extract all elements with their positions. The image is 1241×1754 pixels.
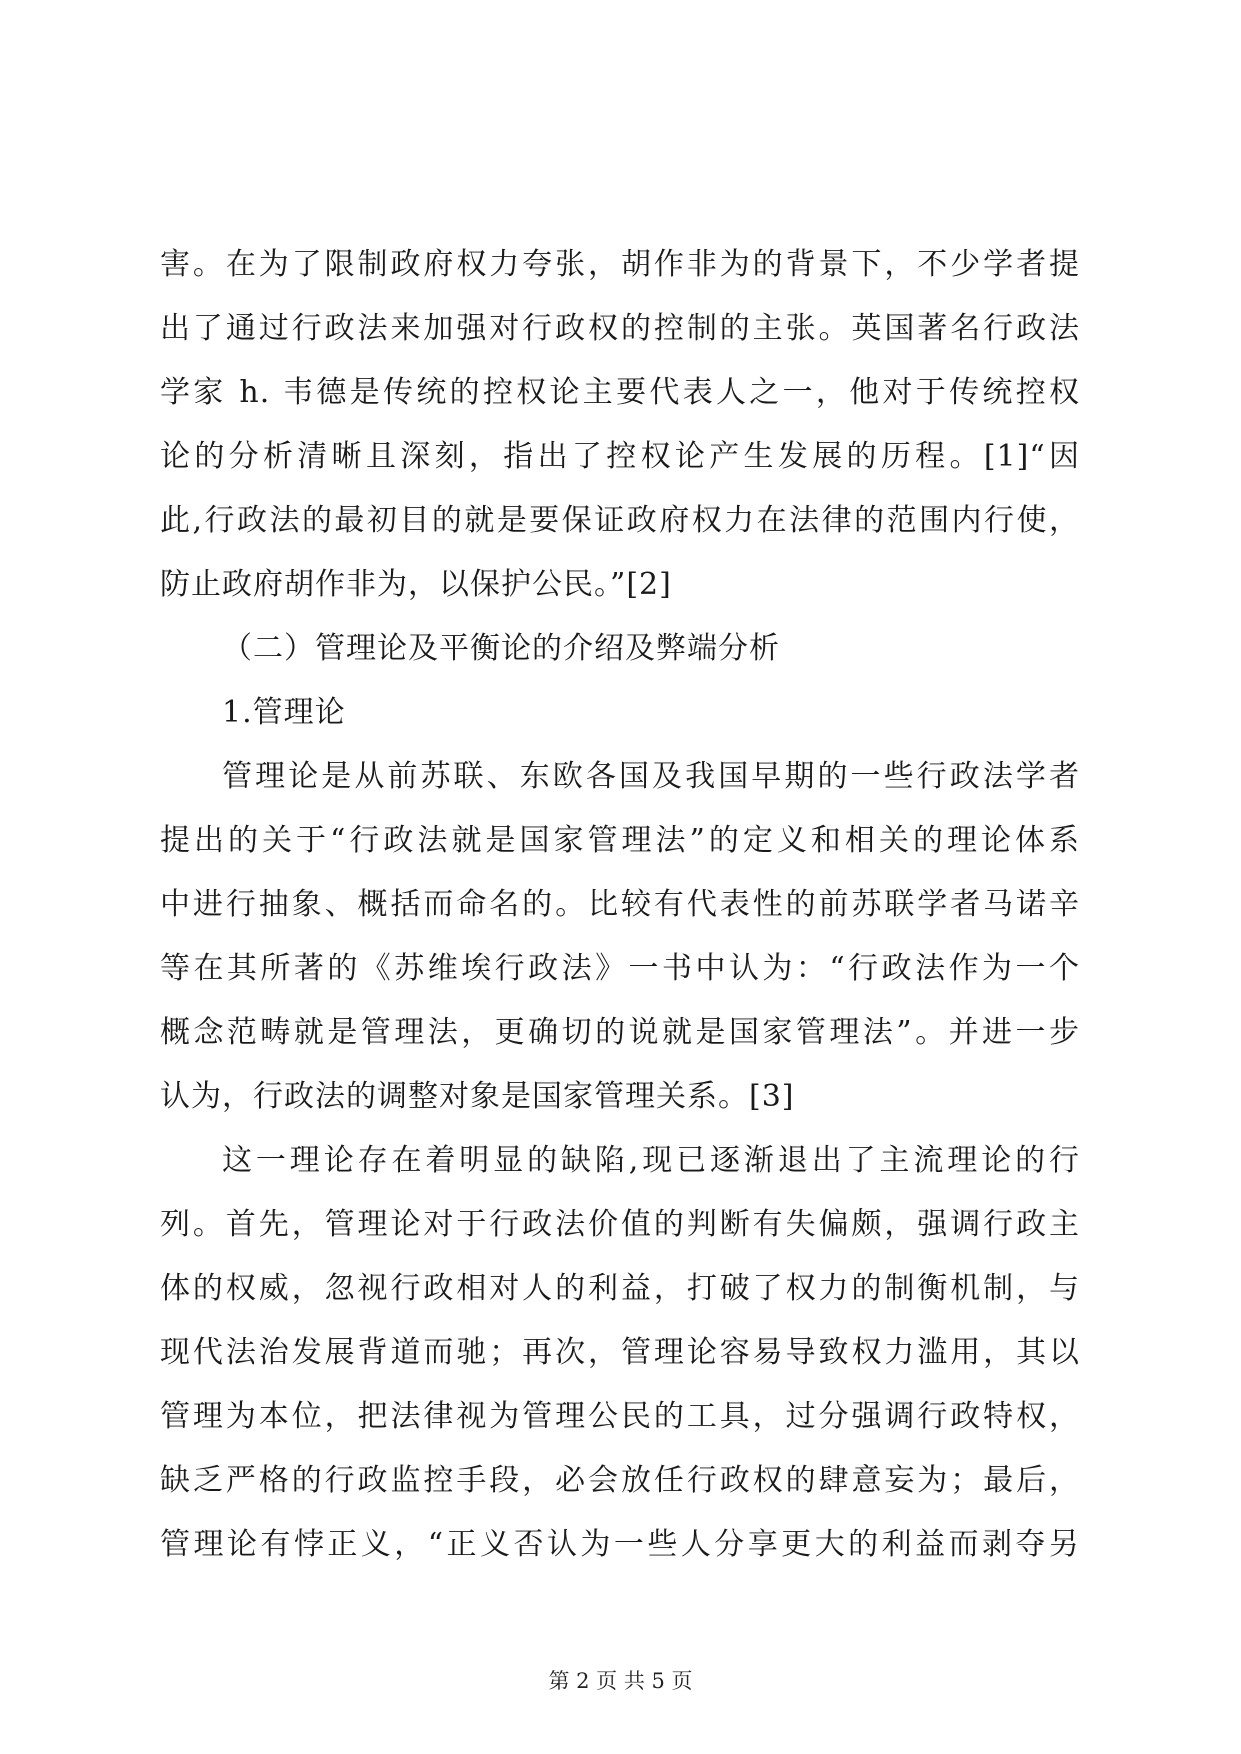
paragraph-line: 概念范畴就是管理法，更确切的说就是国家管理法”。并进一步 — [160, 1015, 1080, 1050]
paragraph-line: 论的分析清晰且深刻，指出了控权论产生发展的历程。[1]“因 — [160, 439, 1080, 474]
paragraph-line: 认为，行政法的调整对象是国家管理关系。[3] — [160, 1079, 795, 1114]
subsection-heading: 1.管理论 — [222, 695, 346, 730]
paragraph-line: 现代法治发展背道而驰；再次，管理论容易导致权力滥用，其以 — [160, 1335, 1080, 1370]
paragraph-line: 管理为本位，把法律视为管理公民的工具，过分强调行政特权， — [160, 1399, 1080, 1434]
paragraph-line: 防止政府胡作非为，以保护公民。”[2] — [160, 567, 672, 602]
paragraph-line: 出了通过行政法来加强对行政权的控制的主张。英国著名行政法 — [160, 311, 1080, 346]
paragraph-line: 管理论有悖正义，“正义否认为一些人分享更大的利益而剥夺另 — [160, 1527, 1080, 1562]
section-heading: （二）管理论及平衡论的介绍及弊端分析 — [222, 631, 780, 666]
paragraph-line: 害。在为了限制政府权力夸张，胡作非为的背景下，不少学者提 — [160, 247, 1080, 282]
body-text — [160, 233, 1080, 1577]
paragraph-line: 管理论是从前苏联、东欧各国及我国早期的一些行政法学者 — [222, 759, 1080, 794]
paragraph-line: 缺乏严格的行政监控手段，必会放任行政权的肆意妄为；最后， — [160, 1463, 1080, 1498]
paragraph-line: 列。首先，管理论对于行政法价值的判断有失偏颇，强调行政主 — [160, 1207, 1080, 1242]
paragraph-line: 提出的关于“行政法就是国家管理法”的定义和相关的理论体系 — [160, 823, 1080, 858]
paragraph-line: 这一理论存在着明显的缺陷,现已逐渐退出了主流理论的行 — [222, 1143, 1080, 1178]
paragraph-line: 体的权威，忽视行政相对人的利益，打破了权力的制衡机制，与 — [160, 1271, 1080, 1306]
page-number-footer: 第 2 页 共 5 页 — [548, 1669, 693, 1693]
paragraph-line: 等在其所著的《苏维埃行政法》一书中认为：“行政法作为一个 — [160, 951, 1080, 986]
paragraph-line: 中进行抽象、概括而命名的。比较有代表性的前苏联学者马诺辛 — [160, 887, 1080, 922]
paragraph-line: 学家 h. 韦德是传统的控权论主要代表人之一，他对于传统控权 — [160, 375, 1080, 410]
paragraph-line: 此,行政法的最初目的就是要保证政府权力在法律的范围内行使， — [160, 503, 1080, 538]
